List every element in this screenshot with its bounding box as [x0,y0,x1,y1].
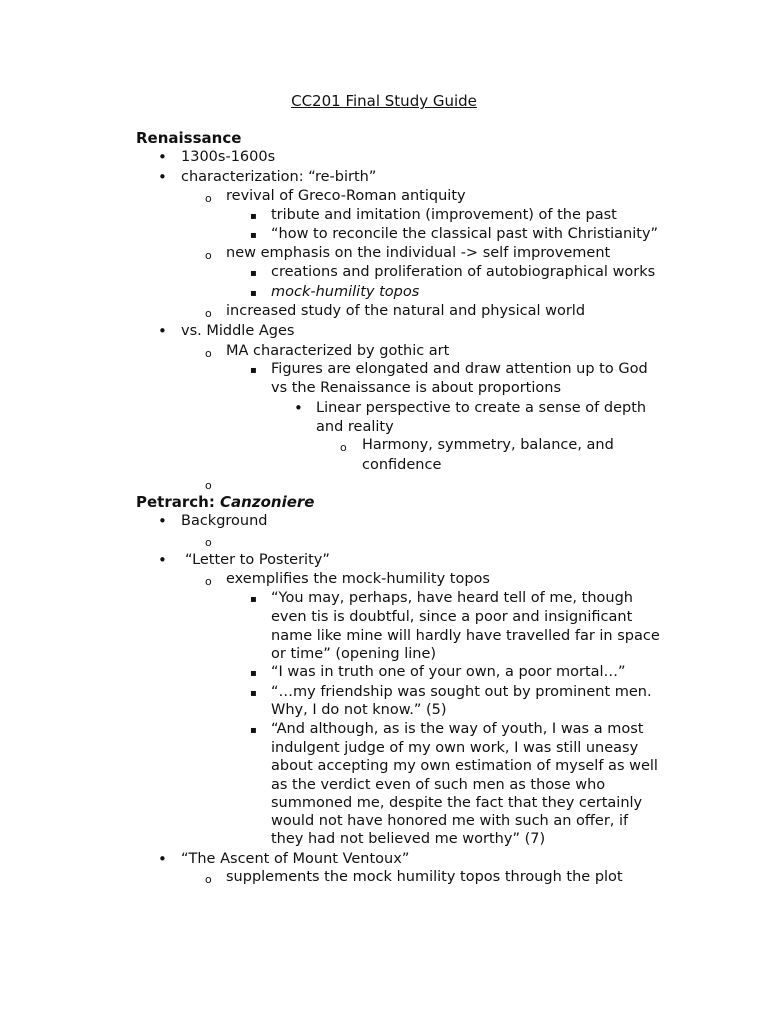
list-item-continuation: about accepting my own estimation of myself as well [271,758,658,774]
circle-bullet: o [205,192,212,205]
list-item: “I was in truth one of your own, a poor mortal…” [271,664,626,680]
list-item: vs. Middle Ages [181,323,295,339]
circle-bullet: o [205,307,212,320]
list-item: “You may, perhaps, have heard tell of me, though [271,590,633,606]
disc-bullet: • [158,148,167,166]
list-item-continuation: as the verdict even of such men as those who [271,777,606,793]
square-bullet: ▪ [250,668,257,679]
list-item-continuation: name like mine will hardly have travelled far in space [271,628,660,644]
square-bullet: ▪ [250,594,257,605]
section-heading-petrarch [136,493,314,512]
list-item: MA characterized by gothic art [226,343,450,359]
list-item: new emphasis on the individual -> self improvement [226,245,611,261]
circle-bullet: o [205,249,212,262]
list-item: “…my friendship was sought out by prominent men. [271,684,652,700]
list-item: “The Ascent of Mount Ventoux” [181,851,410,867]
list-item-continuation: or time” (opening line) [271,646,437,662]
disc-bullet: • [158,850,167,868]
list-item: Linear perspective to create a sense of depth [316,400,647,416]
circle-bullet: o [205,873,212,886]
heading-text: Petrarch: [136,493,221,511]
list-item: “how to reconcile the classical past with Christianity” [271,226,659,242]
list-item-continuation: they had not believed me worthy” (7) [271,831,546,847]
list-item: characterization: “re-birth” [181,169,377,185]
list-item: “Letter to Posterity” [185,552,330,568]
list-item-continuation: even tis is doubtful, since a poor and insignificant [271,609,633,625]
square-bullet: ▪ [250,268,257,279]
square-bullet: ▪ [250,365,257,376]
list-item: revival of Greco-Roman antiquity [226,188,466,204]
list-item: Background [181,513,268,529]
list-item: exemplifies the mock-humility topos [226,571,490,587]
square-bullet: ▪ [250,230,257,241]
disc-bullet: • [158,512,167,530]
square-bullet: ▪ [250,211,257,222]
disc-bullet: • [158,168,167,186]
list-item: supplements the mock humility topos through the plot [226,869,623,885]
list-item: Harmony, symmetry, balance, and [362,437,614,453]
list-item: tribute and imitation (improvement) of the past [271,207,617,223]
square-bullet: ▪ [250,288,257,299]
disc-bullet: • [294,399,303,417]
circle-bullet: o [340,441,347,454]
square-bullet: ▪ [250,725,257,736]
list-item-continuation: indulgent judge of my own work, I was still uneasy [271,740,639,756]
list-item: mock-humility topos [271,284,420,300]
page-title: CC201 Final Study Guide [291,92,477,110]
list-item: 1300s-1600s [181,149,276,165]
list-item-continuation: Why, I do not know.” (5) [271,702,447,718]
circle-bullet: o [205,536,212,549]
disc-bullet: • [158,551,167,569]
list-item: increased study of the natural and physical world [226,303,586,319]
list-item: creations and proliferation of autobiographical works [271,264,656,280]
list-item-continuation: summoned me, despite the fact that they certainly [271,795,643,811]
list-item-continuation: and reality [316,419,394,435]
circle-bullet: o [205,347,212,360]
list-item-continuation: confidence [362,457,442,473]
circle-bullet: o [205,575,212,588]
list-item-continuation: would not have honored me with such an offer, if [271,813,629,829]
heading-work-title: Canzoniere [220,493,315,511]
list-item: Figures are elongated and draw attention up to God [271,361,648,377]
list-item-continuation: vs the Renaissance is about proportions [271,380,562,396]
list-item: “And although, as is the way of youth, I was a most [271,721,644,737]
section-heading-renaissance: Renaissance [136,129,242,147]
square-bullet: ▪ [250,688,257,699]
disc-bullet: • [158,322,167,340]
circle-bullet: o [205,479,212,492]
